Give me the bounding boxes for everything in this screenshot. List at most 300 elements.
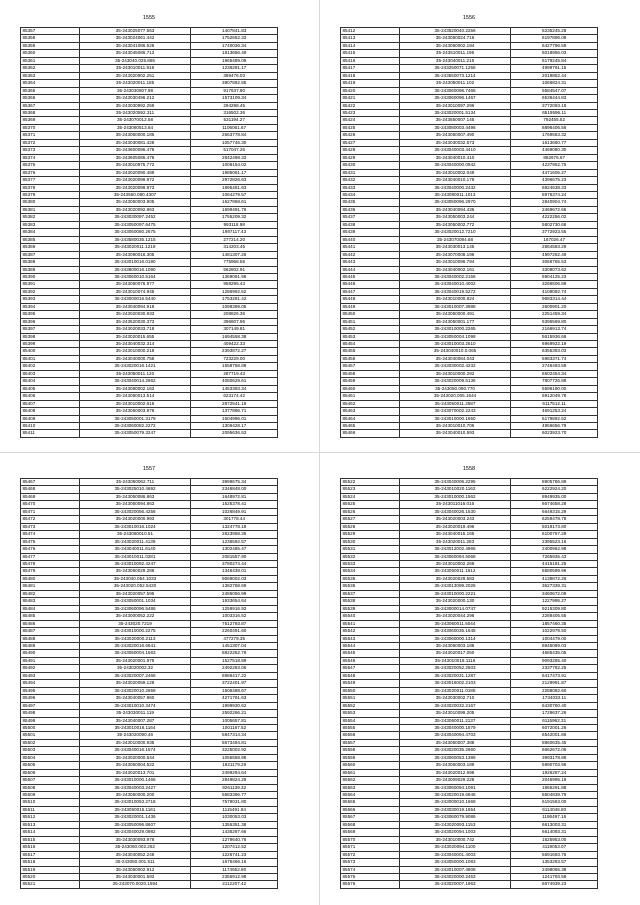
x-coordinate: 35-243020052.2503 [399, 665, 511, 672]
table-row [21, 546, 278, 553]
x-coordinate: 35-243060053.1389 [399, 754, 511, 761]
y-coordinate: 882676.67 [511, 154, 598, 161]
table-row [341, 229, 598, 236]
point-id: 85537 [341, 590, 400, 597]
table-row [21, 259, 278, 266]
table-row [21, 821, 278, 828]
point-id: 85490 [21, 650, 80, 657]
y-coordinate: 277214.20 [191, 236, 278, 243]
y-coordinate: 2972826.63 [191, 177, 278, 184]
y-coordinate: 1306428.17 [191, 423, 278, 430]
x-coordinate: 35-243040003.4410 [399, 147, 511, 154]
point-id: 85359 [21, 42, 80, 49]
x-coordinate: 35-243050097.6475 [79, 221, 191, 228]
table-row [341, 881, 598, 888]
x-coordinate: 35-243050003.905 [79, 199, 191, 206]
x-coordinate: 35-243020044.296 [399, 613, 511, 620]
y-coordinate: 1527518.89 [191, 657, 278, 664]
table-row [21, 281, 278, 288]
y-coordinate: 1675466.16 [191, 859, 278, 866]
table-row [341, 680, 598, 687]
x-coordinate: 35-243040094.4703 [399, 732, 511, 739]
y-coordinate: 294298.45 [191, 102, 278, 109]
coordinate-table [20, 27, 278, 438]
point-id: 85497 [21, 702, 80, 709]
point-id: 85514 [21, 829, 80, 836]
point-id: 85368 [21, 109, 80, 116]
point-id: 85521 [21, 881, 80, 888]
x-coordinate: 35-243060002.194 [399, 42, 511, 49]
point-id: 85445 [341, 273, 400, 280]
table-row [21, 486, 278, 493]
y-coordinate: 2288082.60 [511, 687, 598, 694]
point-id: 85486 [21, 620, 80, 627]
point-id: 85462 [341, 400, 400, 407]
x-coordinate: 35-243050000.1083 [399, 859, 511, 866]
y-coordinate: 8860635.45 [511, 739, 598, 746]
x-coordinate: 35-243040011.6140 [79, 546, 191, 553]
y-coordinate: 6115962.31 [511, 717, 598, 724]
table-row [341, 695, 598, 702]
point-id: 85491 [21, 657, 80, 664]
y-coordinate: 1259916.93 [191, 605, 278, 612]
table-row [341, 784, 598, 791]
table-row [341, 266, 598, 273]
x-coordinate: 35-243040.025.865 [79, 57, 191, 64]
x-coordinate: 35-243040000.0942 [399, 162, 511, 169]
point-id: 85540 [341, 613, 400, 620]
point-id: 85406 [21, 393, 80, 400]
x-coordinate: 35-243250071.1255 [399, 65, 511, 72]
point-id: 85473 [21, 523, 80, 530]
table-row [21, 415, 278, 422]
point-id: 85574 [341, 866, 400, 873]
y-coordinate: 1699491.76 [191, 206, 278, 213]
table-row [21, 57, 278, 64]
y-coordinate: 9093265.40 [511, 657, 598, 664]
point-id: 85450 [341, 311, 400, 318]
table-row [21, 777, 278, 784]
x-coordinate: 35-243009029.228 [399, 777, 511, 784]
y-coordinate: 6604839.79 [511, 792, 598, 799]
x-coordinate: 35-243050001.177 [399, 318, 511, 325]
point-id: 85437 [341, 214, 400, 221]
table-row [341, 147, 598, 154]
y-coordinate: 2592266.21 [191, 710, 278, 717]
x-coordinate: 35-243050080.2675 [79, 229, 191, 236]
x-coordinate: 35-243020007.2466 [79, 672, 191, 679]
y-coordinate: 6395569.80 [511, 318, 598, 325]
table-row [21, 385, 278, 392]
point-id: 85394 [21, 303, 80, 310]
table-row [21, 508, 278, 515]
table-row [341, 859, 598, 866]
point-id: 85539 [341, 605, 400, 612]
y-coordinate: 4222256.02 [511, 214, 598, 221]
y-coordinate: 4956656.79 [511, 423, 598, 430]
point-id: 85417 [341, 65, 400, 72]
point-id: 85545 [341, 650, 400, 657]
point-id: 85400 [21, 348, 80, 355]
y-coordinate: 2112207.42 [191, 881, 278, 888]
point-id: 85516 [21, 844, 80, 851]
point-id: 85479 [21, 568, 80, 575]
x-coordinate: 35-243050096.2970 [399, 199, 511, 206]
table-row [341, 836, 598, 843]
point-id: 85502 [21, 739, 80, 746]
point-id: 85483 [21, 598, 80, 605]
y-coordinate: 6072001.26 [511, 724, 598, 731]
table-row [21, 560, 278, 567]
table-row [341, 583, 598, 590]
y-coordinate: 1186497.16 [511, 814, 598, 821]
y-coordinate: 2864583.29 [511, 244, 598, 251]
point-id: 85441 [341, 244, 400, 251]
table-row [21, 318, 278, 325]
x-coordinate: 35-243050011.2587 [399, 400, 511, 407]
x-coordinate: 35-243020001.5134 [399, 109, 511, 116]
point-id: 85525 [341, 501, 400, 508]
x-coordinate: 35-243600096.478 [79, 147, 191, 154]
y-coordinate: 1057746.30 [191, 139, 278, 146]
table-row [21, 493, 278, 500]
table-row [21, 214, 278, 221]
x-coordinate: 35-243020056.4258 [79, 508, 191, 515]
x-coordinate: 35-243020017.050 [399, 650, 511, 657]
y-coordinate: 1648972.81 [191, 493, 278, 500]
x-coordinate: 35-243050.001.511 [79, 859, 191, 866]
point-id: 85528 [341, 523, 400, 530]
point-id: 85541 [341, 620, 400, 627]
point-id: 85500 [21, 724, 80, 731]
y-coordinate: 993118.98 [191, 221, 278, 228]
y-coordinate: 3772923.55 [511, 229, 598, 236]
point-id: 85560 [341, 762, 400, 769]
x-coordinate: 35-243020000.993 [79, 516, 191, 523]
y-coordinate: 6896406.56 [511, 124, 598, 131]
x-coordinate: 35-243060011.5044 [399, 620, 511, 627]
point-id: 85469 [21, 493, 80, 500]
x-coordinate: 35-243050011.120 [79, 370, 191, 377]
table-row [21, 605, 278, 612]
table-row [341, 95, 598, 102]
y-coordinate: 2400962.98 [511, 546, 598, 553]
table-row [21, 814, 278, 821]
point-id: 85551 [341, 695, 400, 702]
x-coordinate: 35-243070.0020.1594 [79, 881, 191, 888]
x-coordinate: 35-243060003.189 [399, 762, 511, 769]
y-coordinate: 531194.27 [191, 117, 278, 124]
x-coordinate: 35-243010000.1562 [399, 493, 511, 500]
y-coordinate: 287719.43 [191, 370, 278, 377]
table-row [341, 370, 598, 377]
y-coordinate: 1302485.47 [191, 546, 278, 553]
x-coordinate: 35-243010000.2221 [399, 590, 511, 597]
x-coordinate: 35-243013099.2026 [399, 583, 511, 590]
y-coordinate: 4691253.24 [511, 408, 598, 415]
table-row [21, 575, 278, 582]
table-row [21, 657, 278, 664]
table-row [341, 303, 598, 310]
y-coordinate: 958295.43 [191, 281, 278, 288]
table-row [21, 169, 278, 176]
y-coordinate: 8905786.89 [511, 479, 598, 486]
point-id: 85387 [21, 251, 80, 258]
x-coordinate: 35-243060513.64 [79, 124, 191, 131]
page-1558 [320, 453, 640, 905]
table-row [21, 762, 278, 769]
y-coordinate: 1625953.00 [511, 836, 598, 843]
point-id: 85565 [341, 799, 400, 806]
x-coordinate: 35-243010020.1162 [399, 486, 511, 493]
y-coordinate: 1407841.83 [191, 28, 278, 35]
point-id: 85425 [341, 124, 400, 131]
y-coordinate: 1226741.23 [191, 851, 278, 858]
table-row [341, 355, 598, 362]
point-id: 85555 [341, 724, 400, 731]
point-id: 85443 [341, 259, 400, 266]
point-id: 85572 [341, 851, 400, 858]
point-id: 85553 [341, 710, 400, 717]
point-id: 85559 [341, 754, 400, 761]
point-id: 85424 [341, 117, 400, 124]
table-row [341, 717, 598, 724]
table-row [21, 874, 278, 881]
y-coordinate: 6580599.96 [511, 568, 598, 575]
x-coordinate: 35-243030992.259 [79, 102, 191, 109]
table-row [21, 65, 278, 72]
table-row [21, 117, 278, 124]
point-id: 85416 [341, 57, 400, 64]
table-row [341, 423, 598, 430]
point-id: 85436 [341, 206, 400, 213]
point-id: 85420 [341, 87, 400, 94]
x-coordinate: 35-243012002.4965 [399, 546, 511, 553]
table-row [21, 177, 278, 184]
y-coordinate: 1236592.57 [191, 538, 278, 545]
y-coordinate: 1355351.38 [191, 821, 278, 828]
x-coordinate: 35-243010000.218 [79, 348, 191, 355]
point-id: 85378 [21, 184, 80, 191]
point-id: 85542 [341, 628, 400, 635]
x-coordinate: 35-243080003.4498 [399, 124, 511, 131]
x-coordinate: 35-243020030.933 [79, 311, 191, 318]
point-id: 85512 [21, 814, 80, 821]
x-coordinate: 35-243000016.5440 [79, 296, 191, 303]
point-id: 85391 [21, 281, 80, 288]
x-coordinate: 35-243050000.200 [79, 792, 191, 799]
point-id: 85448 [341, 296, 400, 303]
point-id: 85449 [341, 303, 400, 310]
y-coordinate: 1921179.29 [191, 762, 278, 769]
table-row [21, 672, 278, 679]
point-id: 85453 [341, 333, 400, 340]
x-coordinate: 35-243040010.179 [399, 177, 511, 184]
x-coordinate: 35-243030081.428 [79, 139, 191, 146]
y-coordinate: 6542001.86 [511, 732, 598, 739]
point-id: 85383 [21, 221, 80, 228]
y-coordinate: 1926287.24 [511, 769, 598, 776]
table-row [341, 568, 598, 575]
y-coordinate: 5673494.81 [191, 739, 278, 746]
y-coordinate: 1324778.18 [191, 523, 278, 530]
y-coordinate: 2081557.90 [191, 553, 278, 560]
table-row [341, 672, 598, 679]
point-id: 85568 [341, 821, 400, 828]
point-id: 85410 [21, 423, 80, 430]
point-id: 85393 [21, 296, 80, 303]
table-row [341, 341, 598, 348]
table-row [341, 378, 598, 385]
x-coordinate: 35-243040003.2427 [79, 784, 191, 791]
table-row [341, 844, 598, 851]
y-coordinate: 792455.52 [511, 117, 598, 124]
table-row [341, 236, 598, 243]
table-row [341, 184, 598, 191]
table-row [21, 199, 278, 206]
table-row [21, 732, 278, 739]
y-coordinate: 1985061.17 [191, 169, 278, 176]
table-row [341, 687, 598, 694]
y-coordinate: 6023923.70 [511, 430, 598, 437]
x-coordinate: 35-243010002.269 [399, 560, 511, 567]
x-coordinate: 35-243040002.2156 [399, 273, 511, 280]
table-row [21, 635, 278, 642]
table-row [341, 650, 598, 657]
x-coordinate: 35-243016002.2103 [399, 680, 511, 687]
point-id: 85376 [21, 169, 80, 176]
y-coordinate: 3780274.44 [191, 560, 278, 567]
x-coordinate: 35-243040029.0982 [79, 829, 191, 836]
point-id: 85504 [21, 754, 80, 761]
x-coordinate: 35-243560.080.4307 [79, 191, 191, 198]
y-coordinate: 1435287.66 [191, 829, 278, 836]
point-id: 85569 [341, 829, 400, 836]
table-row [21, 710, 278, 717]
table-row [21, 221, 278, 228]
y-coordinate: 4999791.15 [511, 65, 598, 72]
y-coordinate: 2337782.25 [511, 665, 598, 672]
y-coordinate: 1481307.26 [191, 251, 278, 258]
table-row [21, 370, 278, 377]
point-id: 85536 [341, 583, 400, 590]
point-id: 85488 [21, 635, 80, 642]
table-row [21, 326, 278, 333]
table-row [21, 724, 278, 731]
table-row [21, 516, 278, 523]
point-id: 85415 [341, 50, 400, 57]
y-coordinate: 1865291.88 [511, 784, 598, 791]
y-coordinate: 6355393.03 [511, 348, 598, 355]
y-coordinate: 1115491.84 [191, 806, 278, 813]
point-id: 85470 [21, 501, 80, 508]
y-coordinate: 6536444.83 [511, 95, 598, 102]
point-id: 85372 [21, 139, 80, 146]
y-coordinate: 4685435.05 [511, 650, 598, 657]
table-row [21, 423, 278, 430]
y-coordinate: 6969922.19 [511, 341, 598, 348]
x-coordinate: 35-243020093.1153 [399, 821, 511, 828]
x-coordinate: 35-243020010.2659 [79, 687, 191, 694]
x-coordinate: 35-243010099.205 [399, 710, 511, 717]
table-row [341, 792, 598, 799]
y-coordinate: 3308073.62 [511, 266, 598, 273]
point-id: 85523 [341, 486, 400, 493]
point-id: 85575 [341, 874, 400, 881]
table-row [21, 628, 278, 635]
table-row [341, 214, 598, 221]
x-coordinate: 35-243020019.496 [399, 523, 511, 530]
point-id: 85561 [341, 769, 400, 776]
x-coordinate: 35-243025077.563 [79, 28, 191, 35]
table-row [21, 378, 278, 385]
x-coordinate: 35-243030001.593 [79, 874, 191, 881]
table-row [21, 35, 278, 42]
x-coordinate: 35-243040016.1574 [79, 747, 191, 754]
point-id: 85466 [341, 430, 400, 437]
y-coordinate: 2095636.53 [191, 430, 278, 437]
x-coordinate: 35-243060000.185 [79, 132, 191, 139]
y-coordinate: 1377896.71 [191, 408, 278, 415]
y-coordinate: 1753281.42 [191, 296, 278, 303]
y-coordinate: 1813656.49 [191, 50, 278, 57]
x-coordinate: 35-243020090.489 [79, 169, 191, 176]
point-id: 85451 [341, 318, 400, 325]
point-id: 85432 [341, 177, 400, 184]
table-row [341, 575, 598, 582]
point-id: 85463 [341, 408, 400, 415]
table-row [21, 303, 278, 310]
point-id: 85402 [21, 363, 80, 370]
point-id: 85414 [341, 42, 400, 49]
x-coordinate: 35-243020000.130 [399, 598, 511, 605]
page-number: 1555 [142, 15, 156, 21]
table-row [21, 95, 278, 102]
y-coordinate: 1055558.98 [191, 754, 278, 761]
y-coordinate: 2842498.33 [191, 154, 278, 161]
x-coordinate: 35-243050002.912 [79, 866, 191, 873]
x-coordinate: 35-243020057.595 [79, 590, 191, 597]
point-id: 85567 [341, 814, 400, 821]
point-id: 85390 [21, 273, 80, 280]
x-coordinate: 35-243020019.6946 [399, 792, 511, 799]
x-coordinate: 35-243020035.2660 [399, 747, 511, 754]
point-id: 85474 [21, 531, 80, 538]
x-coordinate: 35-243050002.772 [399, 221, 511, 228]
point-id: 85362 [21, 65, 80, 72]
table-row [21, 598, 278, 605]
y-coordinate: 1613660.77 [511, 139, 598, 146]
table-row [21, 236, 278, 243]
point-id: 85518 [21, 859, 80, 866]
y-coordinate: 307149.81 [191, 326, 278, 333]
table-row [341, 531, 598, 538]
x-coordinate: 35-243050007.490 [399, 132, 511, 139]
y-coordinate: 6114046.80 [511, 806, 598, 813]
table-row [341, 829, 598, 836]
table-row [21, 50, 278, 57]
y-coordinate: 3266506.89 [511, 281, 598, 288]
point-id: 85529 [341, 531, 400, 538]
table-row [341, 732, 598, 739]
x-coordinate: 35-243010097.296 [399, 102, 511, 109]
table-row [341, 739, 598, 746]
table-row [341, 635, 598, 642]
y-coordinate: 1066824.31 [511, 80, 598, 87]
table-row [21, 363, 278, 370]
table-row [341, 177, 598, 184]
table-row [341, 560, 598, 567]
